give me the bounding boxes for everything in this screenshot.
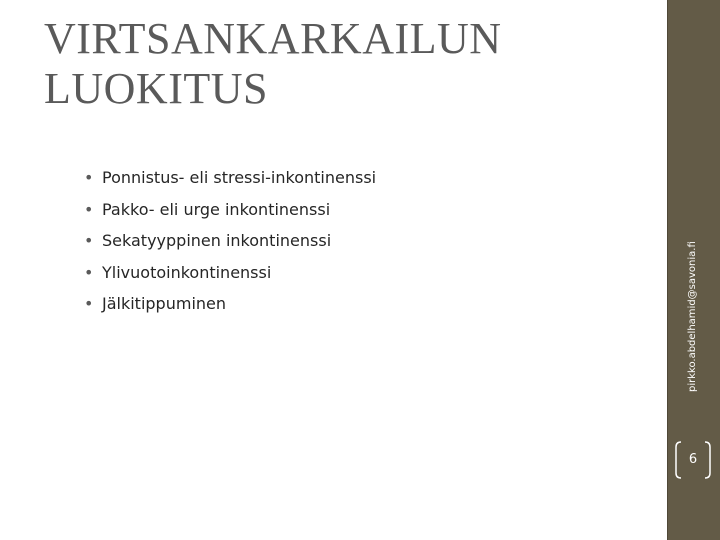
bullet-item (84, 225, 376, 257)
bullet-icon: • (84, 262, 94, 282)
bullet-list (84, 162, 376, 320)
slide-title-line-1: VIRTSANKARKAILUN (44, 14, 502, 63)
bullet-item (84, 194, 376, 226)
bullet-text: Sekatyyppinen inkontinenssi (102, 231, 332, 250)
slide-title-line-2: LUOKITUS (44, 64, 268, 113)
page-number: 6 (688, 452, 698, 467)
bullet-icon: • (84, 199, 94, 219)
footer-email: pirkko.abdelhamid@savonia.fi (687, 241, 698, 392)
bullet-item (84, 288, 376, 320)
bullet-icon: • (84, 231, 94, 250)
bullet-icon: • (84, 294, 94, 313)
slide-title (44, 14, 644, 114)
bullet-item (84, 162, 376, 194)
bullet-text: Pakko- eli urge inkontinenssi (102, 199, 331, 219)
bullet-item (84, 257, 376, 289)
page-number-badge (673, 440, 713, 480)
bullet-text: Jälkitippuminen (102, 294, 227, 313)
bullet-text: Ylivuotoinkontinenssi (102, 262, 272, 282)
bullet-icon: • (84, 168, 94, 187)
bullet-text: Ponnistus- eli stressi-inkontinenssi (102, 168, 377, 187)
sidebar-divider (667, 0, 668, 540)
